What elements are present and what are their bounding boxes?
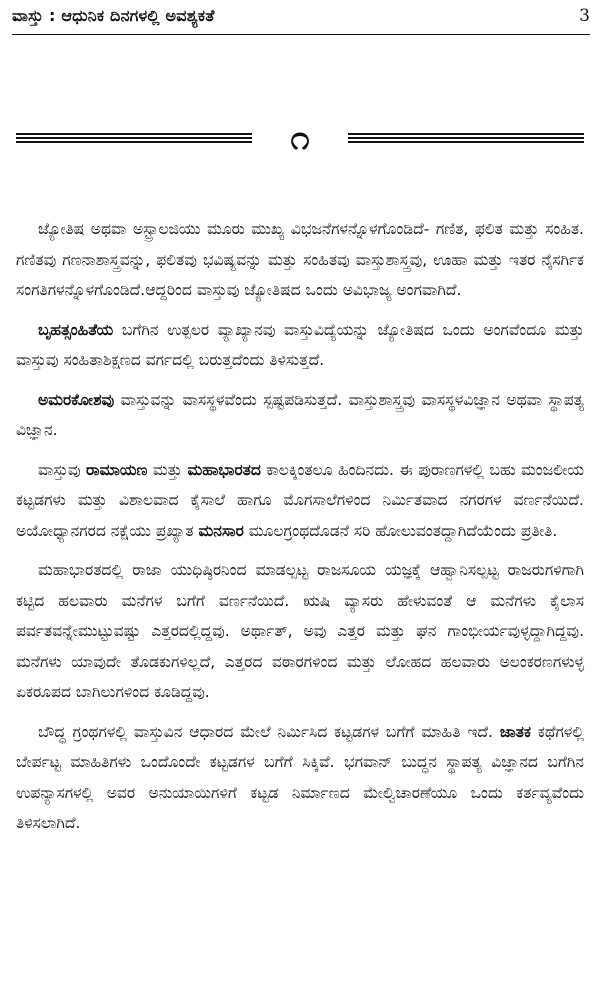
paragraph-1	[16, 214, 584, 306]
bold-term: ಜಾತಕ	[499, 722, 531, 741]
chapter-divider	[16, 118, 584, 158]
divider-rule-right	[348, 133, 584, 145]
paragraph-3	[16, 385, 584, 446]
bold-term: ಮನಸಾರ	[198, 521, 244, 540]
paragraph-6	[16, 717, 584, 839]
paragraph-text: ಬೌದ್ಧ ಗ್ರಂಥಗಳಲ್ಲಿ ವಾಸ್ತುವಿನ ಆಧಾರದ ಮೇಲೆ ನಿರ್ಮಿಸಿದ ಕಟ್ಟಡಗಳ ಬಗೆಗೆ ಮಾಹಿತಿ ಇದೆ.	[38, 722, 500, 741]
paragraph-4	[16, 455, 584, 547]
divider-rule-left	[16, 133, 252, 145]
chapter-number: ೧	[290, 118, 310, 158]
bold-term: ರಾಮಾಯಣ	[85, 460, 148, 479]
page-header	[12, 4, 590, 38]
header-rule	[12, 34, 590, 35]
paragraph-2	[16, 315, 584, 376]
bold-term: ಅಮರಕೋಶವು	[38, 390, 115, 409]
paragraph-text: ಮತ್ತು	[147, 460, 188, 479]
paragraph-text: ವಾಸ್ತುವನ್ನು ವಾಸಸ್ಥಳವೆಂದು ಸ್ಪಷ್ಟಪಡಿಸುತ್ತದೆ. ವಾಸ್ತುಶಾಸ್ತ್ರವು ವಾಸಸ್ಥಳವಿಜ್ಞಾನ ಅಥವಾ ಸ್ಥಾಪತ್ಯ ವಿಜ್ಞಾನ.	[16, 390, 584, 439]
paragraph-text: ವಾಸ್ತುವು	[38, 460, 86, 479]
paragraph-text: ಕಥೆಗಳಲ್ಲಿ ಬೇರ್ಪಟ್ಟ ಮಾಹಿತಿಗಳು ಒಂದೊಂದೇ ಕಟ್ಟಡಗಳ ಬಗೆಗೆ ಸಿಕ್ಕಿವೆ. ಭಗವಾನ್ ಬುದ್ಧನ ಸ್ಥಾಪತ್ಯ ವಿಜ್ಞಾನದ ಬಗೆಗಿನ ಉಪನ್ಯಾಸಗಳಲ್ಲಿ ಅವರ ಅನುಯಾಯಿಗಳಿಗೆ ಕಟ್ಟಡ ನಿರ್ಮಾಣದ ಮೇಲ್ವಿಚಾರಣೆಯೂ ಒಂದು ಕರ್ತವ್ಯವೆಂದು ತಿಳಿಸಲಾಗಿದೆ.	[16, 722, 584, 832]
running-title: ವಾಸ್ತು : ಆಧುನಿಕ ದಿನಗಳಲ್ಲಿ ಅವಶ್ಯಕತೆ	[12, 6, 215, 25]
paragraph-text: ಜ್ಯೋತಿಷ ಅಥವಾ ಅಸ್ಟ್ರಾಲಜಿಯು ಮೂರು ಮುಖ್ಯ ವಿಭಜನೆಗಳನ್ನೊಳಗೊಂಡಿದೆ- ಗಣಿತ, ಫಲಿತ ಮತ್ತು ಸಂಹಿತ. ಗಣಿತವು ಗಣನಾಶಾಸ್ತ್ರವನ್ನು, ಫಲಿತವು ಭವಿಷ್ಯವನ್ನು ಮತ್ತು ಸಂಹಿತವು ವಾಸ್ತುಶಾಸ್ತ್ರವು, ಊಹಾ ಮತ್ತು ಇತರ ನೈಸರ್ಗಿಕ ಸಂಗತಿಗಳನ್ನೊಳಗೊಂಡಿದೆ.ಆದ್ದರಿಂದ ವಾಸ್ತುವು ಜ್ಯೋತಿಷದ ಒಂದು ಅವಿಭಾಜ್ಯ ಅಂಗವಾಗಿದೆ.	[16, 220, 584, 299]
bold-term: ಬೃಹತ್ಸಂಹಿತೆಯ	[38, 320, 114, 339]
paragraph-5	[16, 555, 584, 708]
bold-term: ಮಹಾಭಾರತದ	[187, 460, 261, 479]
paragraph-text: ಮಹಾಭಾರತದಲ್ಲಿ ರಾಜಾ ಯುಧಿಷ್ಠಿರನಿಂದ ಮಾಡಲ್ಪಟ್ಟ ರಾಜಸೂಯ ಯಜ್ಞಕ್ಕೆ ಆಹ್ವಾನಿಸಲ್ಪಟ್ಟ ರಾಜರುಗಳಿಗಾಗಿ ಕಟ್ಟಿದ ಹಲವಾರು ಮನೆಗಳ ಬಗೆಗೆ ವರ್ಣನೆಯಿದೆ. ಋಷಿ ವ್ಯಾಸರು ಹೇಳುವಂತೆ ಆ ಮನೆಗಳು ಕೈಲಾಸ ಪರ್ವತವನ್ನೇಮುಟ್ಟುವಷ್ಟು ಎತ್ತರದಲ್ಲಿದ್ದವು. ಅರ್ಥಾತ್, ಅವು ಎತ್ತರ ಮತ್ತು ಘನ ಗಾಂಭೀರ್ಯವುಳ್ಳದ್ದಾಗಿದ್ದವು. ಮನೆಗಳು ಯಾವುದೇ ತೊಡಕುಗಳಿಲ್ಲದೆ, ಎತ್ತರದ ವಠಾರಗಳಿಂದ ಮತ್ತು ಲೋಹದ ಹಲವಾರು ಅಲಂಕರಣಗಳುಳ್ಳ ಏಕರೂಪದ ಬಾಗಿಲುಗಳಿಂದ ಕೂಡಿದ್ದವು.	[16, 561, 584, 701]
body-text	[16, 214, 584, 848]
paragraph-text: ಮೂಲಗ್ರಂಥದೊಡನೆ ಸರಿ ಹೋಲುವಂತದ್ದಾಗಿದೆಯೆಂದು ಪ್ರತೀತಿ.	[243, 521, 558, 540]
page-number: 3	[579, 6, 590, 26]
paragraph-text: ಕಾಲಕ್ಕಿಂತಲೂ ಹಿಂದಿನದು. ಈ ಪುರಾಣಗಳಲ್ಲಿ ಬಹು ಮಂಜಲೀಯ ಕಟ್ಟಡಗಳು ಮತ್ತು ವಿಶಾಲವಾದ ಕೈಸಾಲೆ ಹಾಗೂ ಮೊಗಸಾಲೆಗಳಿಂದ ನಿರ್ಮಿತವಾದ ನಗರಗಳ ವರ್ಣನೆಯಿದೆ. ಅಯೋಧ್ಯಾನಗರದ ನಕ್ಷೆಯು ಪ್ರಖ್ಯಾತ	[16, 460, 585, 540]
paragraph-text: ಬಗೆಗಿನ ಉತ್ಪಲರ ವ್ಯಾಖ್ಯಾನವು ವಾಸ್ತುವಿದ್ಯೆಯನ್ನು ಜ್ಯೋತಿಷದ ಒಂದು ಅಂಗವೆಂದೂ ಮತ್ತು ವಾಸ್ತುವು ಸಂಹಿತಾಶಿಕ್ಷಣದ ವರ್ಗದಲ್ಲಿ ಬರುತ್ತದೆಂದು ತಿಳಿಸುತ್ತದೆ.	[16, 320, 584, 369]
